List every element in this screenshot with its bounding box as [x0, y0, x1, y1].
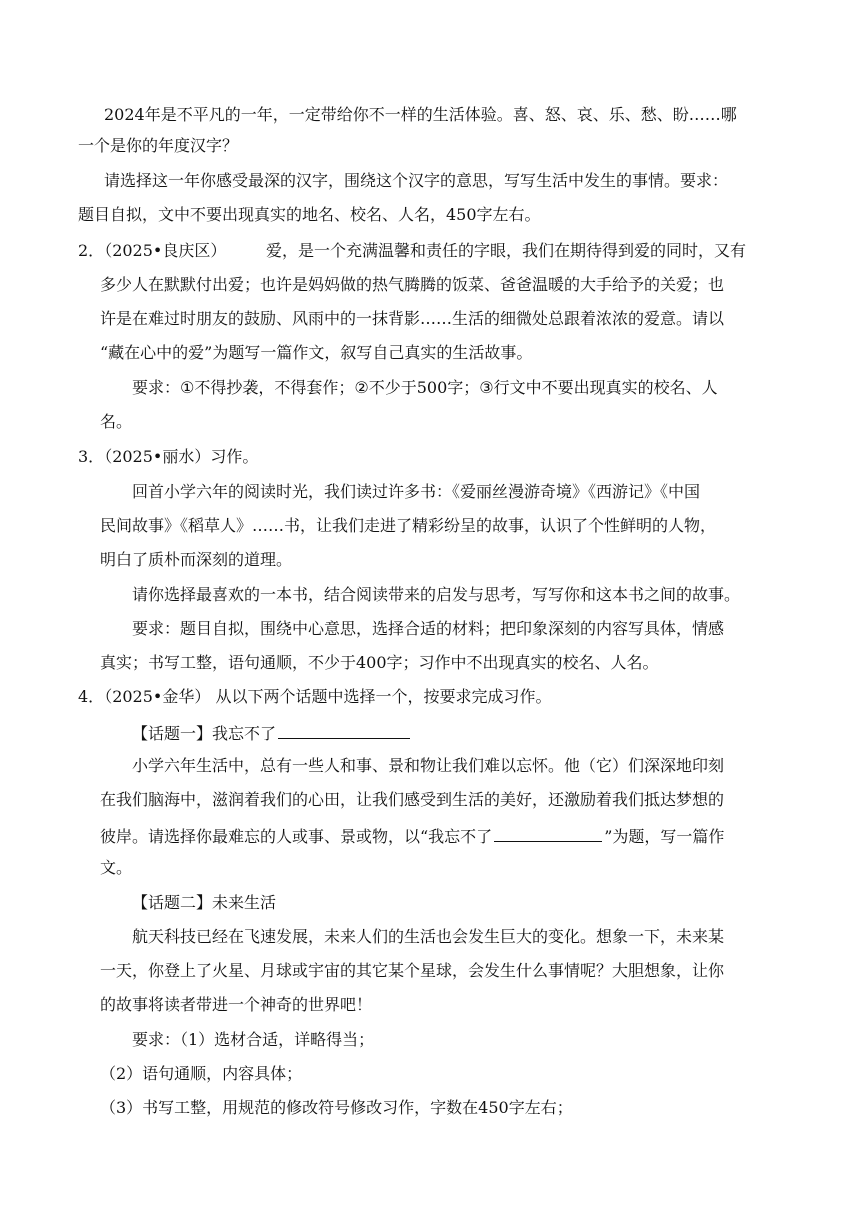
q3-source: （2025•丽水）: [104, 447, 211, 466]
q4-t2-line3: 的故事将读者带进一个神奇的世界吧！: [100, 995, 373, 1014]
q3-line4: 请你选择最喜欢的一本书，结合阅读带来的启发与思考，写写你和这本书之间的故事。: [132, 585, 741, 604]
q3-line5: 要求：题目自拟，围绕中心意思，选择合适的材料；把印象深刻的内容写具体，情感: [132, 619, 725, 638]
q2-req-label: 要求：: [132, 378, 181, 397]
circled-three: ③: [479, 378, 494, 397]
q4-header: [78, 686, 551, 708]
q3-line6: 真实；书写工整，语句通顺，不少于400字；习作中不出现真实的校名、人名。: [100, 653, 659, 672]
q2-req-end: 名。: [100, 412, 133, 431]
q2-line1: 爱，是一个充满温馨和责任的字眼，我们在期待得到爱的同时，又有: [266, 241, 747, 260]
q4-t1-line2: 在我们脑海中，滋润着我们的心田，让我们感受到生活的美好，还激励着我们抵达梦想的: [100, 790, 725, 809]
q4-req2: （2）语句通顺，内容具体；: [100, 1064, 303, 1083]
q3-title: 习作。: [210, 447, 259, 466]
q1-line1: 2024年是不平凡的一年，一定带给你不一样的生活体验。喜、怒、哀、乐、愁、盼……哪: [104, 105, 737, 124]
q2-req-2: 不少于500字；: [368, 378, 480, 397]
q4-source: （2025•金华）: [104, 687, 211, 706]
q4-req1: 要求：（1）选材合适，详略得当；: [132, 1030, 375, 1049]
q4-topic1-title: 我忘不了: [212, 724, 277, 743]
q4-t2-line2: 一天，你登上了火星、月球或宇宙的其它某个星球，会发生什么事情呢？大胆想象，让你: [100, 961, 725, 980]
q2-source: （2025•良庆区）: [104, 241, 227, 260]
q4-t1-line4: 文。: [100, 858, 133, 877]
title-blank[interactable]: [494, 823, 602, 842]
circled-two: ②: [354, 378, 369, 397]
q3-line1: 回首小学六年的阅读时光，我们读过许多书：《爱丽丝漫游奇境》《西游记》《中国: [132, 482, 701, 501]
q3-line2: 民间故事》《稻草人》……书，让我们走进了精彩纷呈的故事，认识了个性鲜明的人物，: [100, 516, 717, 535]
q3-number: 3．: [78, 447, 105, 466]
q2-req-3: 行文中不要出现真实的校名、人: [493, 378, 718, 397]
q4-topic1-label: 【话题一】: [132, 724, 213, 743]
q4-t1-line3b: ”为题，写一篇作: [604, 827, 725, 846]
q2-header: [78, 240, 226, 262]
q1-line2: 一个是你的年度汉字？: [78, 136, 239, 155]
q4-topic1-heading: [132, 720, 412, 745]
q2-line4: “藏在心中的爱”为题写一篇作文，叙写自己真实的生活故事。: [100, 343, 533, 362]
q1-line4: 题目自拟，文中不要出现真实的地名、校名、人名，450字左右。: [78, 205, 541, 224]
q2-req-1: 不得抄袭，不得套作；: [194, 378, 355, 397]
q4-t1-line3a: 彼岸。请选择你最难忘的人或事、景或物，以“我忘不了: [100, 827, 493, 846]
circled-one: ①: [180, 378, 195, 397]
q4-t1-line1: 小学六年生活中，总有一些人和事、景和物让我们难以忘怀。他（它）们深深地印刻: [132, 756, 725, 775]
q4-t2-line1: 航天科技已经在飞速发展，未来人们的生活也会发生巨大的变化。想象一下，未来某: [132, 927, 725, 946]
q2-requirements: [132, 377, 718, 399]
q1-line3: 请选择这一年你感受最深的汉字，围绕这个汉字的意思，写写生活中发生的事情。要求：: [104, 171, 729, 190]
q4-instruction: 从以下两个话题中选择一个，按要求完成习作。: [215, 687, 552, 706]
q3-header: [78, 446, 258, 468]
q4-topic2-heading: [132, 892, 276, 914]
q4-number: 4．: [78, 687, 105, 706]
q4-t1-line3: [100, 823, 724, 848]
q2-number: 2．: [78, 241, 105, 260]
q4-req3: （3）书写工整，用规范的修改符号修改习作，字数在450字左右；: [100, 1098, 573, 1117]
q4-topic2-label: 【话题二】: [132, 893, 213, 912]
q2-line2: 多少人在默默付出爱；也许是妈妈做的热气腾腾的饭菜、爸爸温暖的大手给予的关爱；也: [100, 275, 725, 294]
answer-blank[interactable]: [278, 720, 410, 739]
q2-line3: 许是在难过时朋友的鼓励、风雨中的一抹背影……生活的细微处总跟着浓浓的爱意。请以: [100, 309, 725, 328]
q3-line3: 明白了质朴而深刻的道理。: [100, 550, 293, 569]
q4-topic2-title: 未来生活: [212, 893, 277, 912]
